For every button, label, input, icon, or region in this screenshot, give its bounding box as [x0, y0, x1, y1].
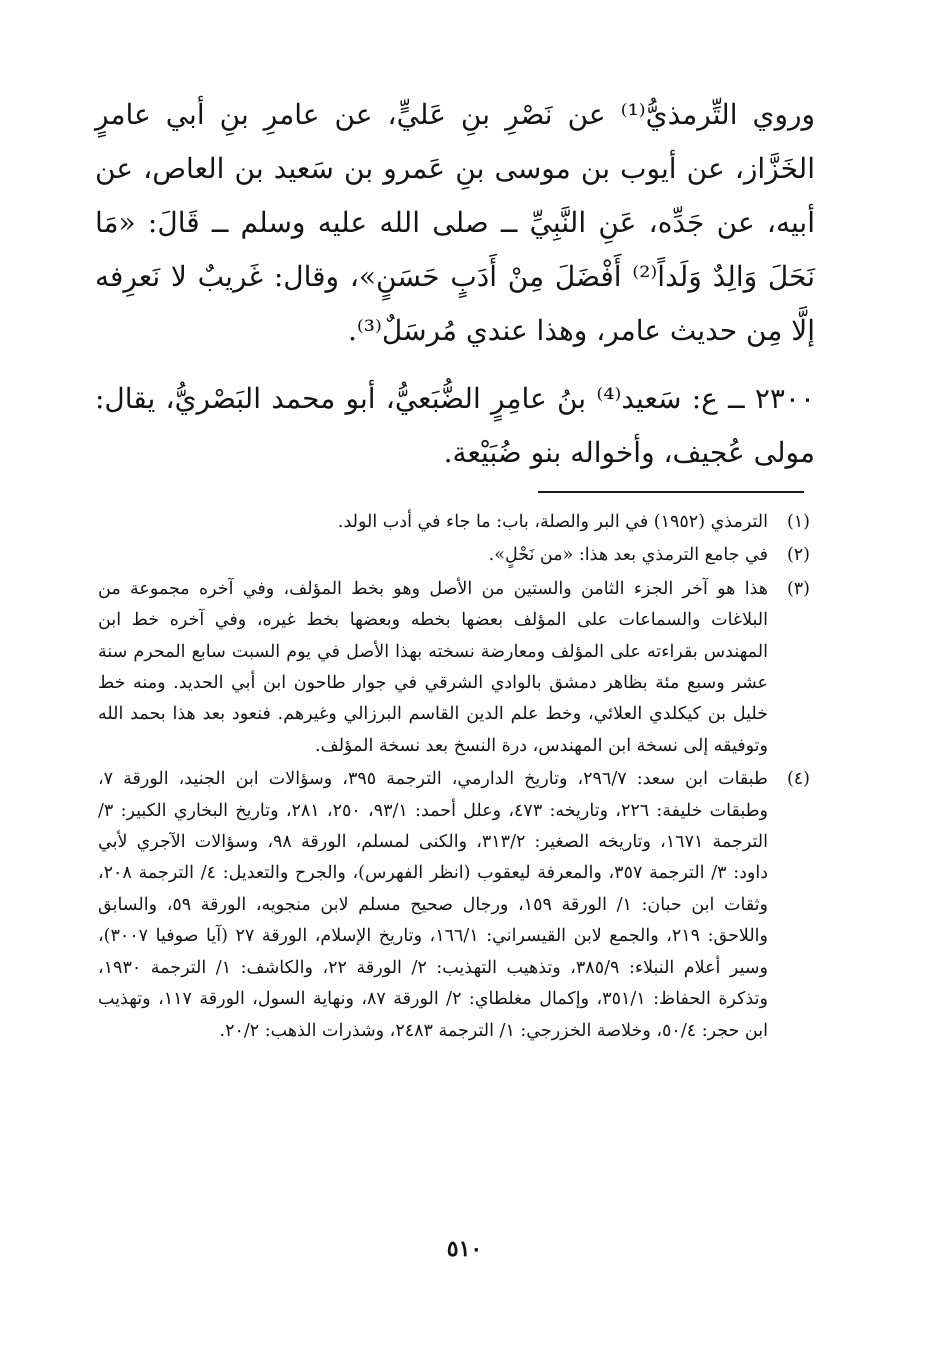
footnote-1 [98, 507, 810, 538]
footnote-number: (١) [786, 512, 810, 532]
main-text [95, 88, 815, 480]
footnote-text: هذا هو آخر الجزء الثامن والستين من الأصل وهو بخط المؤلف، وفي آخره مجموعة من البلاغات والسماعات على المؤلف بعضها بخطه وبعضها بخط غيره، وفي آخره خط ابن المهندس بقراءته على المؤلف ومعارضة نسخته بهذا الأصل في يوم السبت سابع المحرم سنة عشر وسبع مئة بظاهر دمشق بالوادي الشرقي في جوار طاحون ابن أبي الحديد. ومنه خط خليل بن كيكلدي العلائي، وخط علم الدين القاسم البرزالي وغيرهم. فنعود بعد هذا بحمد الله وتوفيقه إلى نسخة ابن المهندس، درة النسخ بعد نسخة المؤلف. [98, 578, 768, 756]
footnote-number: (٢) [786, 545, 810, 566]
footnote-number: (٤) [786, 769, 810, 790]
page-number: ٥١٠ [446, 1236, 483, 1262]
main-paragraph-1: وروي التِّرمذيُّ⁽¹⁾ عن نَصْرِ بنِ عَليٍّ، عن عامرِ بنِ أبي عامرٍ الخَزَّاز، عن أيوب بن موسى بنِ عَمرو بن سَعيد بن العاص، عن أبيه، عن جَدِّه، عَنِ النَّبِيِّ ــ صلى الله عليه وسلم ــ قَالَ: «مَا نَحَلَ وَالِدٌ وَلَداً⁽²⁾ أَفْضَلَ مِنْ أَدَبٍ حَسَنٍ»، وقال: غَريبٌ لا نَعرِفه إلَّا مِن حديث عامر، وهذا عندي مُرسَلٌ⁽³⁾. [95, 98, 816, 347]
footnote-text: الترمذي (١٩٥٢) في البر والصلة، باب: ما جاء في أدب الولد. [337, 512, 768, 532]
footnotes [98, 507, 810, 1047]
footnote-text: في جامع الترمذي بعد هذا: «من نَحْلٍ». [488, 545, 768, 566]
footnote-4 [98, 764, 810, 1047]
footnote-text: طبقات ابن سعد: ٢٩٦/٧، وتاريخ الدارمي، الترجمة ٣٩٥، وسؤالات ابن الجنيد، الورقة ٧، وطبقات خليفة: ٢٢٦، وتاريخه: ٤٧٣، وعلل أحمد: ٩٣/١، ٢٥٠، ٢٨١، وتاريخ البخاري الكبير: ٣/ الترجمة ١٦٧١، وتاريخه الصغير: ٣١٣/٢، والكنى لمسلم، الورقة ٩٨، وسؤالات الآجري لأبي داود: ٣/ الترجمة ٣٥٧، والمعرفة ليعقوب (انظر الفهرس)، والجرح والتعديل: ٤/ الترجمة ٢٠٨، وثقات ابن حبان: ١/ الورقة ١٥٩، ورجال صحيح مسلم لابن منجويه، الورقة ٥٩، والسابق واللاحق: ٢١٩، والجمع لابن القيسراني: ١٦٦/١، وتاريخ الإسلام، الورقة ٢٧ (آيا صوفيا ٣٠٠٧)، وسير أعلام النبلاء: ٣٨٥/٩، وتذهيب التهذيب: ٢/ الورقة ٢٢، والكاشف: ١/ الترجمة ١٩٣٠، وتذكرة الحفاظ: ٣٥١/١، وإكمال مغلطاي: ٢/ الورقة ٨٧، ونهاية السول، الورقة ١١٧، وتهذيب ابن حجر: ٥٠/٤، وخلاصة الخزرجي: ١/ الترجمة ٢٤٨٣، وشذرات الذهب: ٢٠/٢. [98, 769, 769, 1041]
footnote-3 [98, 574, 810, 762]
main-paragraph-2: ٢٣٠٠ ــ ع: سَعيد⁽⁴⁾ بنُ عامِرٍ الضُّبَعيُّ، أبو محمد البَصْريُّ، يقال: مولى عُجيف، وأخواله بنو ضُبَيْعة. [95, 382, 815, 469]
footnote-2 [98, 540, 810, 571]
footnote-separator [538, 491, 804, 493]
footnote-number: (٣) [786, 578, 810, 599]
